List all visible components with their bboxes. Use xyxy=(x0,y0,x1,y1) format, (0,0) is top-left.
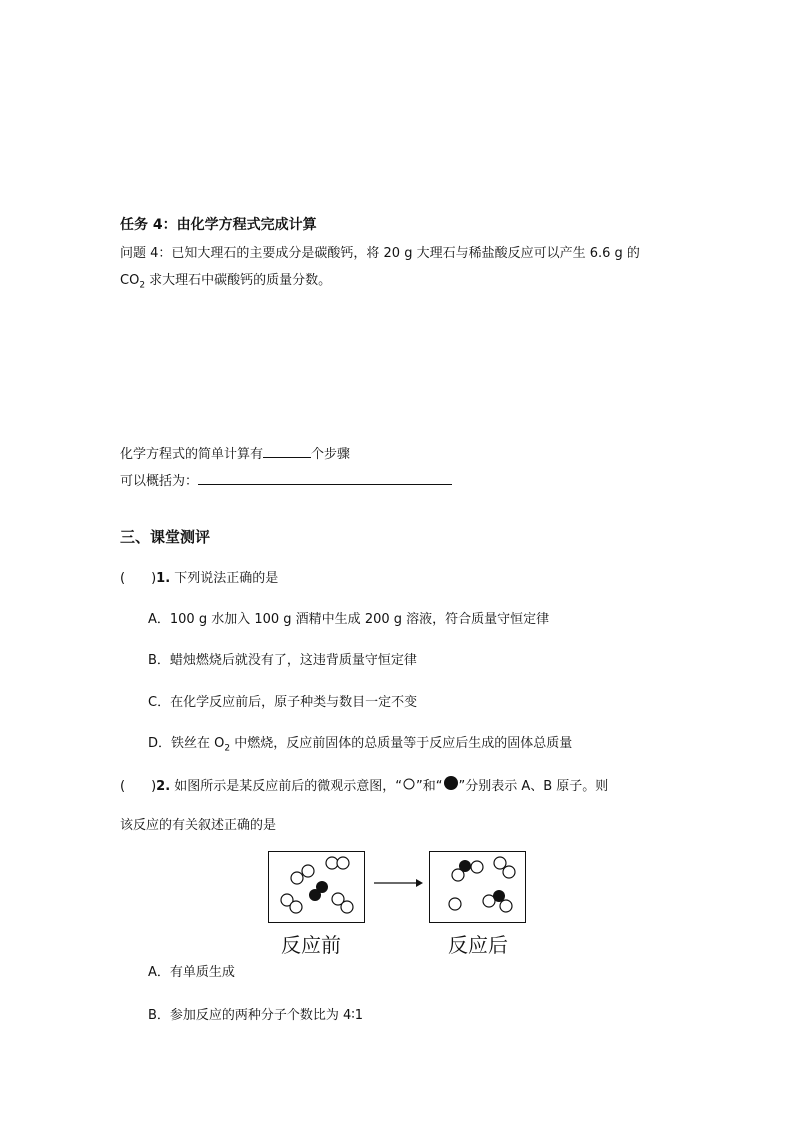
caption-before: 反应前 xyxy=(281,933,341,957)
steps-line1-pre: 化学方程式的简单计算有 xyxy=(120,447,264,462)
q1-option-b: B．蜡烛燃烧后就没有了，这违背质量守恒定律 xyxy=(148,653,417,668)
q2-stem-a: 如图所示是某反应前后的微观示意图，“ xyxy=(170,779,403,794)
co2-formula: CO xyxy=(120,273,140,288)
steps-line2-pre: 可以概括为： xyxy=(120,474,199,489)
task4-problem-line1: 问题 4：已知大理石的主要成分是碳酸钙，将 20 g 大理石与稀盐酸反应可以产生 6.6 g 的 xyxy=(120,246,640,261)
q1-option-d xyxy=(148,735,572,753)
caption-after: 反应后 xyxy=(448,933,508,957)
steps-count-blank[interactable] xyxy=(263,445,311,458)
q1-paren-close: ) xyxy=(151,571,157,586)
steps-line1-post: 个步骤 xyxy=(311,447,351,462)
q2-option-b: B．参加反应的两种分子个数比为 4∶1 xyxy=(148,1008,363,1023)
q1-paren-open: ( xyxy=(120,571,126,586)
q2-stem-b: ”和“ xyxy=(416,779,443,794)
q2-number: 2. xyxy=(156,779,171,794)
q2-option-a: A．有单质生成 xyxy=(148,965,235,980)
steps-summary-blank[interactable] xyxy=(198,472,452,485)
steps-line1 xyxy=(120,445,350,464)
q1-stem-text: 下列说法正确的是 xyxy=(170,571,279,586)
q1-option-d-post: 中燃烧，反应前固体的总质量等于反应后生成的固体总质量 xyxy=(230,736,573,751)
q2-stem-c: ”分别表示 A、B 原子。则 xyxy=(458,779,609,794)
q1-number: 1. xyxy=(156,571,171,586)
q2-paren-open: ( xyxy=(120,779,126,794)
black-atom-legend-icon xyxy=(443,776,459,792)
q1-option-d-pre: D．铁丝在 O xyxy=(148,736,225,751)
reaction-before-molecules xyxy=(268,851,366,924)
q2-stem xyxy=(120,776,608,796)
q1-stem xyxy=(120,570,278,588)
q1-option-c: C．在化学反应前后，原子种类与数目一定不变 xyxy=(148,695,418,710)
white-atom-legend-icon xyxy=(402,778,416,792)
q1-option-a: A．100 g 水加入 100 g 酒精中生成 200 g 溶液，符合质量守恒定律 xyxy=(148,612,550,627)
q2-stem-line2: 该反应的有关叙述正确的是 xyxy=(120,818,277,833)
task4-problem-line2 xyxy=(120,272,331,290)
co2-subscript: 2 xyxy=(139,280,146,291)
reaction-arrow-icon xyxy=(372,876,424,890)
task4-problem-line2-text: 求大理石中碳酸钙的质量分数。 xyxy=(145,273,332,288)
task4-title: 任务 4：由化学方程式完成计算 xyxy=(120,217,317,233)
steps-line2 xyxy=(120,472,452,491)
o2-subscript: 2 xyxy=(224,743,231,754)
reaction-after-molecules xyxy=(429,851,527,924)
q2-paren-close: ) xyxy=(151,779,157,794)
section3-heading: 三、课堂测评 xyxy=(120,528,211,546)
